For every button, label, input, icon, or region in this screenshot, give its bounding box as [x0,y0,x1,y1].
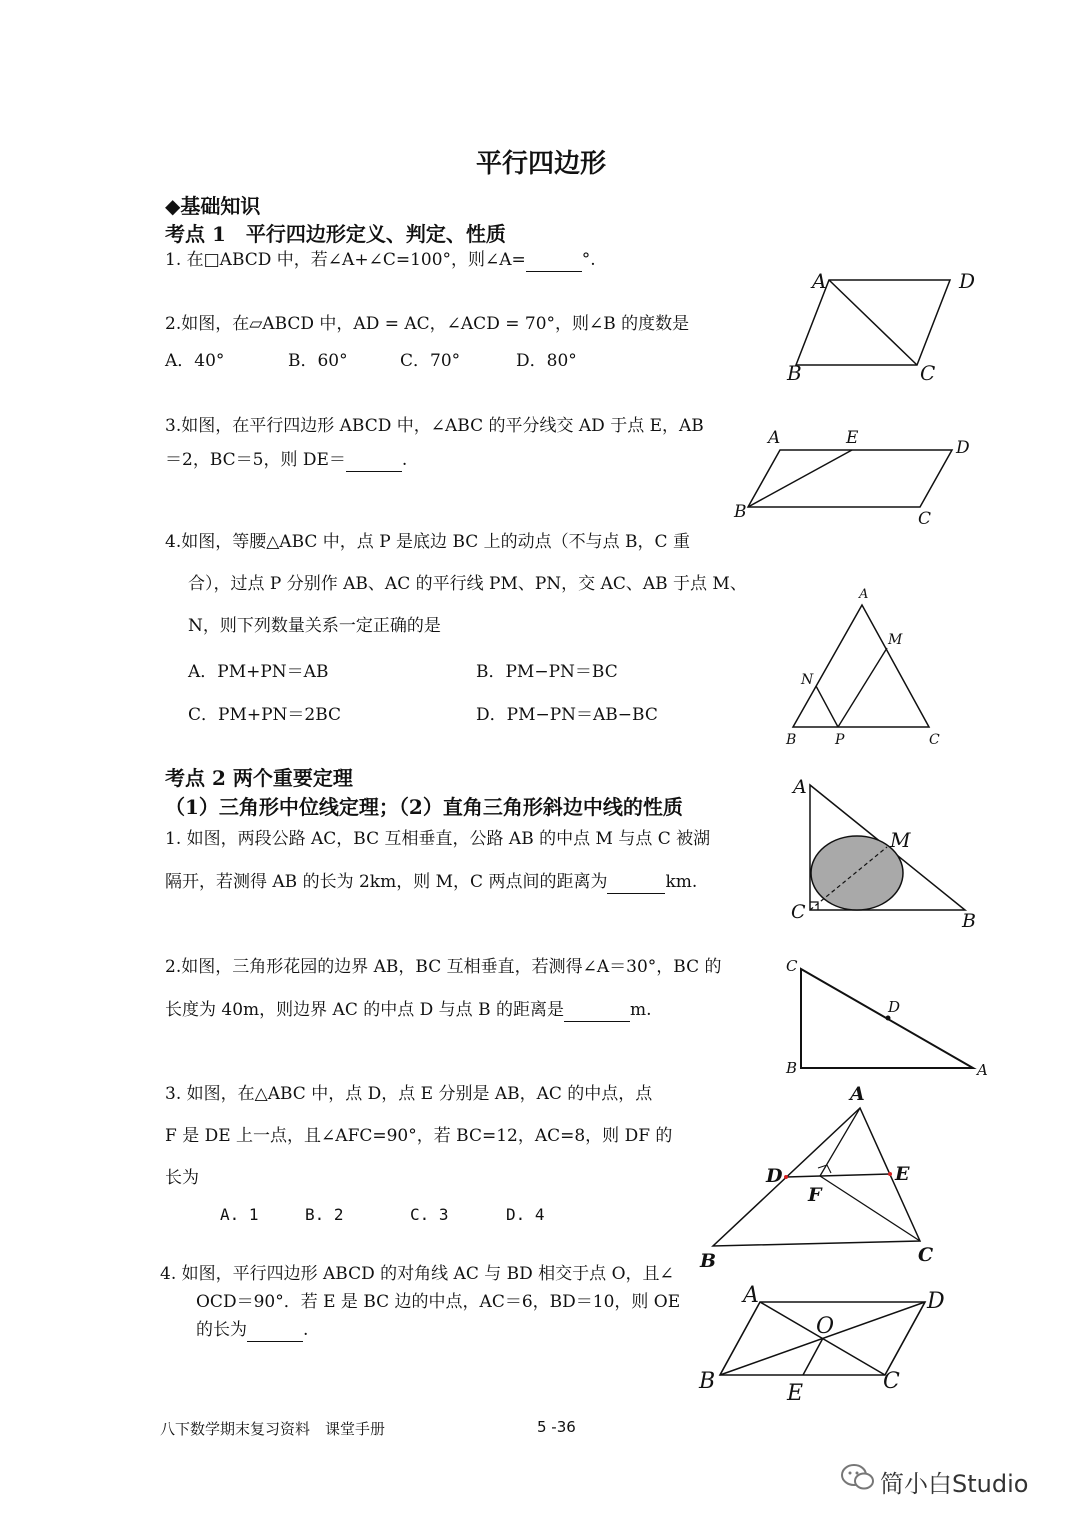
fig-label: O [816,1314,835,1339]
kp1-heading: 考点 1 平行四边形定义、判定、性质 [165,222,506,246]
fig-label: A [743,1283,759,1308]
kp1-q3-line1: 3.如图，在平行四边形 ABCD 中，∠ABC 的平分线交 AD 于点 E，AB [165,416,704,436]
fig-label: C [920,361,936,385]
answer-blank[interactable] [247,1323,303,1342]
fig-label: A [812,269,827,293]
kp1-q2-option-b: B．60° [288,351,348,371]
kp1-q1-post: °. [581,250,596,270]
fig-label: B [734,502,747,522]
fig-label: B [962,910,976,932]
fig-label: C [918,1244,934,1266]
kp1-q2-option-c: C．70° [400,351,461,371]
kp2-q2-line2 [165,998,652,1022]
kp2-q3-line3: 长为 [165,1168,199,1188]
fig-label: F [808,1184,822,1206]
kp2-q4-figure [695,1280,960,1410]
kp2-q4-text: 的长为 [196,1320,247,1340]
fig-label: B [699,1369,716,1394]
answer-blank[interactable] [526,253,582,272]
kp1-q2-figure [770,260,1000,390]
fig-label: C [929,732,940,748]
fig-label: D [956,438,970,458]
fig-label: B [700,1250,717,1272]
fig-label: C [786,957,798,975]
kp2-q1-text: 隔开，若测得 AB 的长为 2km，则 M，C 两点间的距离为 [165,872,608,892]
answer-blank[interactable] [607,875,665,894]
kp1-q2-option-d: D．80° [516,351,577,371]
fig-label: M [888,632,903,648]
kp1-q4-option-c: C．PM+PN＝2BC [188,705,342,725]
kp2-q1-post: km. [665,872,698,892]
kp1-q4-line3: N，则下列数量关系一定正确的是 [188,616,441,636]
fig-label: A [977,1061,988,1079]
fig-label: A [850,1083,865,1105]
fig-label: E [846,428,859,448]
kp1-q3-text: ＝2，BC＝5，则 DE＝ [165,450,346,470]
kp1-q3-figure [730,425,980,530]
kp1-q2-text: 2.如图，在▱ABCD 中，AD = AC，∠ACD = 70°，则∠B 的度数是 [165,314,690,334]
section-basic-heading: ◆基础知识 [165,194,261,218]
kp2-q4-line1: 4. 如图，平行四边形 ABCD 的对角线 AC 与 BD 相交于点 O，且∠ [160,1264,674,1284]
kp2-q4-line2: OCD＝90°．若 E 是 BC 边的中点，AC＝6，BD＝10，则 OE [196,1292,681,1312]
fig-label: A [768,428,781,448]
kp1-q3-line2 [165,448,407,472]
wechat-icon [840,1462,876,1492]
fig-label: M [890,828,911,852]
kp2-q4-post: . [303,1320,309,1340]
fig-label: C [883,1369,900,1394]
page-number: 5 -36 [537,1418,576,1436]
kp1-q2-option-a: A．40° [165,351,225,371]
kp1-q4-figure [780,585,950,750]
kp2-q2-post: m. [630,1000,652,1020]
kp2-q3-option-b: B. 2 [305,1205,344,1224]
kp1-q3-post: . [401,450,408,470]
fig-label: B [786,732,797,748]
kp2-q3-line1: 3. 如图，在△ABC 中，点 D，点 E 分别是 AB，AC 的中点，点 [165,1084,653,1104]
kp2-q3-option-c: C. 3 [410,1205,449,1224]
kp1-q4-option-b: B．PM−PN＝BC [476,662,618,682]
fig-label: N [801,672,814,688]
page-title: 平行四边形 [476,149,607,179]
kp2-q3-figure [690,1080,950,1275]
kp2-heading: 考点 2 两个重要定理 [165,766,353,790]
kp1-q4-line2: 合），过点 P 分别作 AB、AC 的平行线 PM、PN，交 AC、AB 于点 M、 [188,574,747,594]
answer-blank[interactable] [346,453,402,472]
fig-label: C [918,509,932,529]
kp2-q1-figure [785,775,990,935]
footer-text: 八下数学期末复习资料 课堂手册 [160,1420,386,1438]
kp2-subheading: （1）三角形中位线定理；（2）直角三角形斜边中线的性质 [165,795,683,819]
kp2-q1-line2 [165,870,697,894]
kp1-q4-option-a: A．PM+PN＝AB [188,662,329,682]
fig-label: D [888,998,901,1016]
kp1-q1-text: 1. 在□ABCD 中，若∠A+∠C=100°，则∠A= [165,250,526,270]
fig-label: E [895,1163,910,1185]
kp2-q4-line3 [196,1318,308,1342]
fig-label: C [791,901,806,923]
fig-label: E [787,1381,804,1406]
kp2-q3-option-a: A. 1 [220,1205,259,1224]
kp2-q2-text: 长度为 40m，则边界 AC 的中点 D 与点 B 的距离是 [165,1000,564,1020]
fig-label: B [787,361,802,385]
fig-label: D [766,1165,783,1187]
fig-label: B [786,1059,798,1077]
fig-label: D [927,1289,945,1314]
kp2-q1-line1: 1. 如图，两段公路 AC，BC 互相垂直，公路 AB 的中点 M 与点 C 被湖 [165,829,711,849]
watermark: 简小白Studio [880,1470,1029,1498]
kp1-q4-line1: 4.如图，等腰△ABC 中，点 P 是底边 BC 上的动点（不与点 B，C 重 [165,532,690,552]
kp2-q3-option-d: D. 4 [506,1205,545,1224]
fig-label: A [859,587,869,602]
kp2-q3-line2: F 是 DE 上一点，且∠AFC=90°，若 BC=12，AC=8，则 DF 的 [165,1126,673,1146]
kp2-q2-line1: 2.如图，三角形花园的边界 AB，BC 互相垂直，若测得∠A＝30°，BC 的 [165,957,722,977]
kp1-q4-option-d: D．PM−PN＝AB−BC [476,705,658,725]
kp1-q1 [165,248,596,272]
answer-blank[interactable] [564,1003,630,1022]
fig-label: A [793,776,807,798]
kp2-q2-figure [780,955,995,1080]
fig-label: P [835,732,845,748]
fig-label: D [959,269,976,293]
